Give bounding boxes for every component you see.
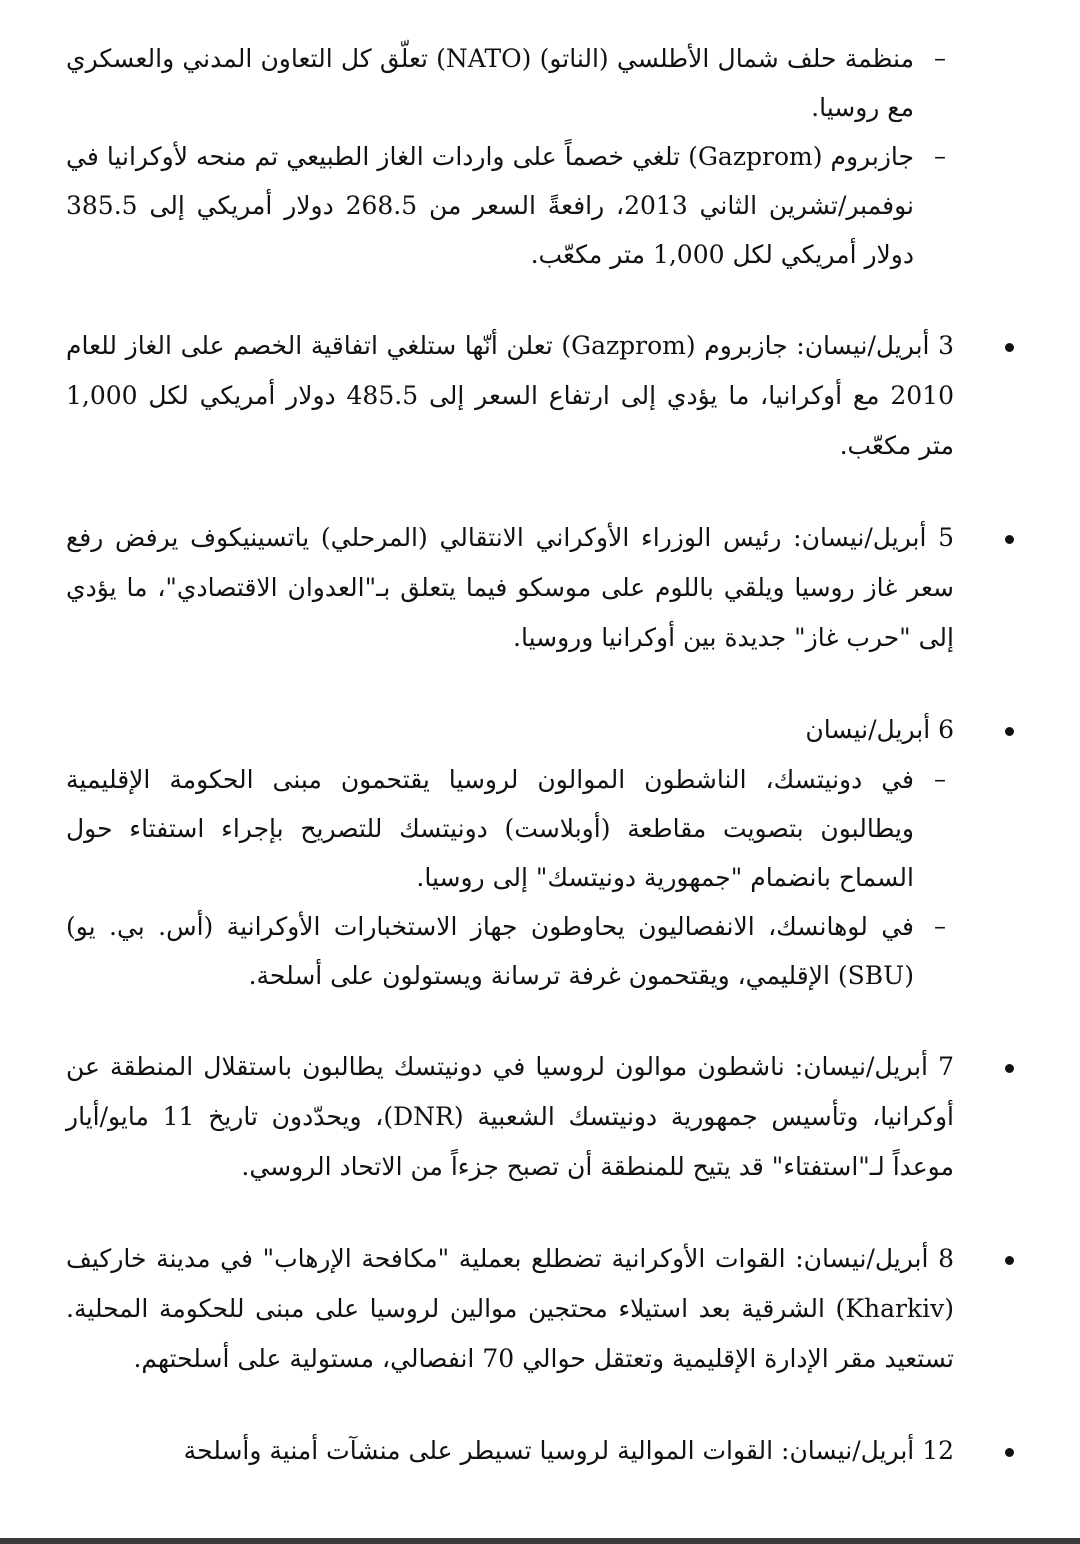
dash-marker: – — [934, 765, 946, 793]
sub-list-item — [66, 755, 944, 902]
timeline-sublist-apr-6 — [66, 755, 1014, 1000]
timeline-entry-apr-8 — [66, 1234, 1014, 1384]
list-item-text: منظمة حلف شمال الأطلسي (الناتو) (NATO) تعلّق كل التعاون المدني والعسكري مع روسيا. — [66, 44, 914, 122]
dash-marker: – — [934, 912, 946, 940]
dash-marker: – — [934, 142, 946, 170]
bullet-icon — [1005, 1064, 1014, 1073]
timeline-entry-text: 8 أبريل/نيسان: القوات الأوكرانية تضطلع بعملية "مكافحة الإرهاب" في مدينة خاركيف (Kharkiv) الشرقية بعد استيلاء محتجين موالين لروسيا على مبنى للحكومة المحلية. تستعيد مقر الإدارة الإقليمية وتعتقل حوالي 70 انفصالي، مستولية على أسلحتهم. — [66, 1244, 954, 1373]
dash-marker: – — [934, 44, 946, 72]
timeline-entry-text: 3 أبريل/نيسان: جازبروم (Gazprom) تعلن أنّها ستلغي اتفاقية الخصم على الغاز للعام 2010 مع أوكرانيا، ما يؤدي إلى ارتفاع السعر إلى 485.5 دولار أمريكي لكل 1,000 متر مكعّب. — [66, 331, 954, 460]
list-item — [66, 132, 944, 279]
timeline-entry-text: 6 أبريل/نيسان — [805, 715, 954, 744]
bullet-icon — [1005, 1448, 1014, 1457]
timeline-entry-text: 7 أبريل/نيسان: ناشطون موالون لروسيا في دونيتسك يطالبون باستقلال المنطقة عن أوكرانيا، وتأسيس جمهورية دونيتسك الشعبية (DNR)، ويحدّدون تاريخ 11 مايو/أيار موعداً لـ"استفتاء" قد يتيح للمنطقة أن تصبح جزءاً من الاتحاد الروسي. — [66, 1052, 954, 1181]
timeline-entry-apr-6 — [66, 705, 1014, 755]
bullet-icon — [1005, 535, 1014, 544]
bullet-icon — [1005, 727, 1014, 736]
bullet-icon — [1005, 1256, 1014, 1265]
timeline-entry-apr-7 — [66, 1042, 1014, 1192]
timeline-entry-text: 5 أبريل/نيسان: رئيس الوزراء الأوكراني الانتقالي (المرحلي) ياتسينيكوف يرفض رفع سعر غاز روسيا ويلقي باللوم على موسكو فيما يتعلق بـ"العدوان الاقتصادي"، ما يؤدي إلى "حرب غاز" جديدة بين أوكرانيا وروسيا. — [66, 523, 954, 652]
timeline-entry-apr-3 — [66, 321, 1014, 471]
bullet-icon — [1005, 343, 1014, 352]
list-item-text: جازبروم (Gazprom) تلغي خصماً على واردات الغاز الطبيعي تم منحه لأوكرانيا في نوفمبر/تشرين الثاني 2013، رافعةً السعر من 268.5 دولار أمريكي إلى 385.5 دولار أمريكي لكل 1,000 متر مكعّب. — [66, 142, 914, 269]
timeline-entry-text: 12 أبريل/نيسان: القوات الموالية لروسيا تسيطر على منشآت أمنية وأسلحة — [183, 1436, 954, 1465]
timeline-entry-apr-5 — [66, 513, 1014, 663]
timeline-entry-apr-12 — [66, 1426, 1014, 1476]
sub-list-item-text: في لوهانسك، الانفصاليون يحاوطون جهاز الاستخبارات الأوكرانية (أس. بي. يو) (SBU) الإقليمي، ويقتحمون غرفة ترسانة ويستولون على أسلحة. — [66, 912, 914, 990]
list-item — [66, 34, 944, 132]
sub-list-item — [66, 902, 944, 1000]
intro-list — [66, 34, 944, 279]
sub-list-item-text: في دونيتسك، الناشطون الموالون لروسيا يقتحمون مبنى الحكومة الإقليمية ويطالبون بتصويت مقاطعة (أوبلاست) دونيتسك للتصريح بإجراء استفتاء حول السماح بانضمام "جمهورية دونيتسك" إلى روسيا. — [66, 765, 914, 892]
